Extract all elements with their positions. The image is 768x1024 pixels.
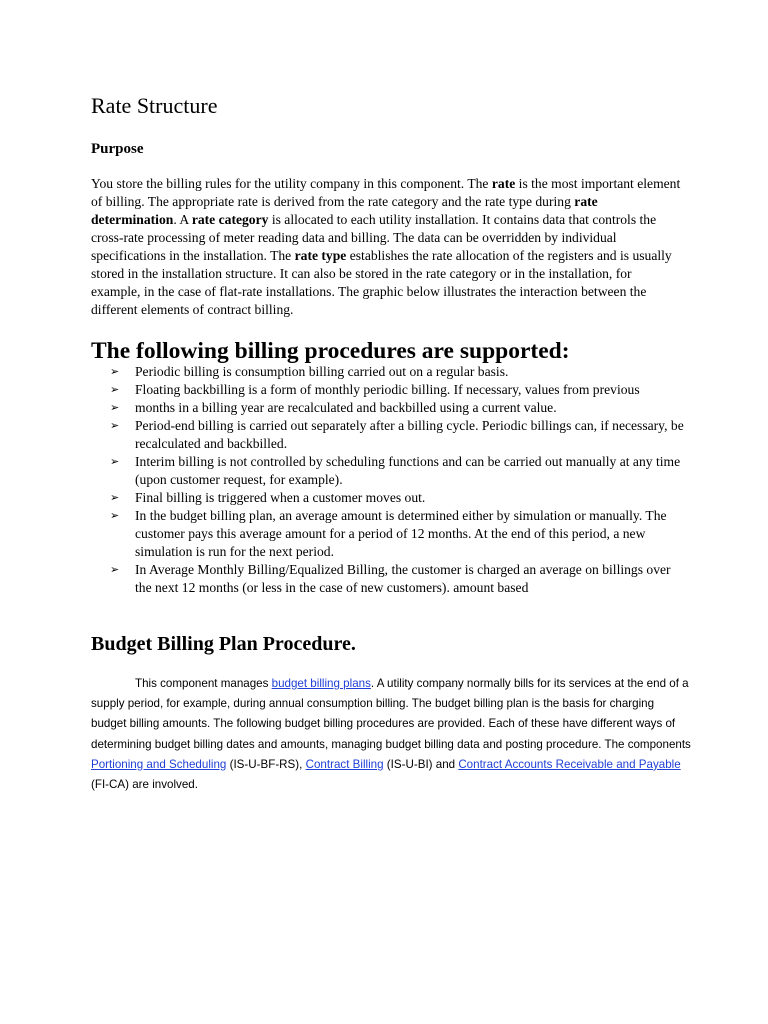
bullet-arrow-icon: ➢ — [110, 492, 120, 504]
procedure-item — [110, 399, 685, 417]
intro-text: is allocated to each utility installation. It contains data that controls the cross-rate processing of meter reading data and billing. The data can be overridden by individual specifications in the installation. The — [91, 212, 657, 263]
bbp-text: This component manages — [135, 677, 272, 690]
bbp-text: (IS-U-BI) and — [383, 757, 459, 771]
procedure-text: Periodic billing is consumption billing carried out on a regular basis. — [135, 364, 509, 379]
intro-text: You store the billing rules for the utility company in this component. The — [91, 176, 492, 191]
contract-accounts-link[interactable]: Contract Accounts Receivable and Payable — [458, 757, 681, 771]
procedure-text: Final billing is triggered when a customer moves out. — [135, 490, 426, 505]
bbp-text: (IS-U-BF-RS), — [226, 757, 306, 771]
term-rate: rate — [491, 176, 516, 191]
procedures-list — [110, 363, 685, 597]
bbp-text: (FI-CA) are involved. — [91, 778, 198, 792]
procedure-item — [110, 507, 685, 561]
bullet-arrow-icon: ➢ — [110, 564, 120, 576]
procedure-item — [110, 561, 685, 597]
bullet-arrow-icon: ➢ — [110, 420, 120, 432]
intro-text: . A — [173, 212, 192, 227]
bbp-text: . A utility company normally bills for its services at the end of a supply period, for example, during annual consumption billing. The budget billing plan is the basis for charging budget billing amounts. The following budget billing procedures are provided. Each of these have different ways of determining budget billing dates and amounts, managing budget billing data and posting procedure. The components — [91, 677, 691, 751]
page-title: Rate Structure — [91, 93, 218, 118]
bullet-arrow-icon: ➢ — [110, 384, 120, 396]
procedure-item — [110, 489, 685, 507]
procedure-item — [110, 363, 685, 381]
bullet-arrow-icon: ➢ — [110, 402, 120, 414]
bullet-arrow-icon: ➢ — [110, 456, 120, 468]
intro-text: is the most important element of billing. The appropriate rate is derived from the rate category and the rate type during — [91, 176, 681, 209]
term-rate-category: rate category — [191, 212, 269, 227]
procedure-text: In Average Monthly Billing/Equalized Billing, the customer is charged an average on billings over the next 12 months (or less in the case of new customers). amount based — [135, 562, 671, 595]
procedure-item — [110, 381, 685, 399]
intro-paragraph — [91, 175, 681, 319]
procedure-text: Floating backbilling is a form of monthly periodic billing. If necessary, values from previous — [135, 382, 640, 397]
budget-billing-paragraph — [91, 674, 691, 795]
procedure-text: months in a billing year are recalculated and backbilled using a current value. — [135, 400, 557, 415]
procedure-text: In the budget billing plan, an average amount is determined either by simulation or manually. The customer pays this average amount for a period of 12 months. At the end of this period, a new simulation is run for the next period. — [135, 508, 667, 559]
portioning-scheduling-link[interactable]: Portioning and Scheduling — [91, 757, 227, 771]
procedures-heading: The following billing procedures are supported: — [91, 338, 570, 364]
term-rate-type: rate type — [294, 248, 347, 263]
contract-billing-link[interactable]: Contract Billing — [305, 757, 384, 771]
bullet-arrow-icon: ➢ — [110, 510, 120, 522]
budget-billing-plans-link[interactable]: budget billing plans — [271, 677, 371, 690]
term-rate-determination: rate determination — [91, 194, 598, 227]
procedure-text: Period-end billing is carried out separately after a billing cycle. Periodic billings can, if necessary, be recalculated and backbilled. — [135, 418, 684, 451]
procedure-text: Interim billing is not controlled by scheduling functions and can be carried out manually at any time (upon customer request, for example). — [135, 454, 681, 487]
procedure-item — [110, 453, 685, 489]
intro-text: establishes the rate allocation of the registers and is usually stored in the installation structure. It can also be stored in the rate category or in the installation, for example, in the case of flat-rate installations. The graphic below illustrates the interaction between the different elements of contract billing. — [91, 248, 672, 317]
procedure-item — [110, 417, 685, 453]
bullet-arrow-icon: ➢ — [110, 366, 120, 378]
purpose-heading: Purpose — [91, 141, 144, 157]
budget-billing-heading: Budget Billing Plan Procedure. — [91, 633, 356, 655]
